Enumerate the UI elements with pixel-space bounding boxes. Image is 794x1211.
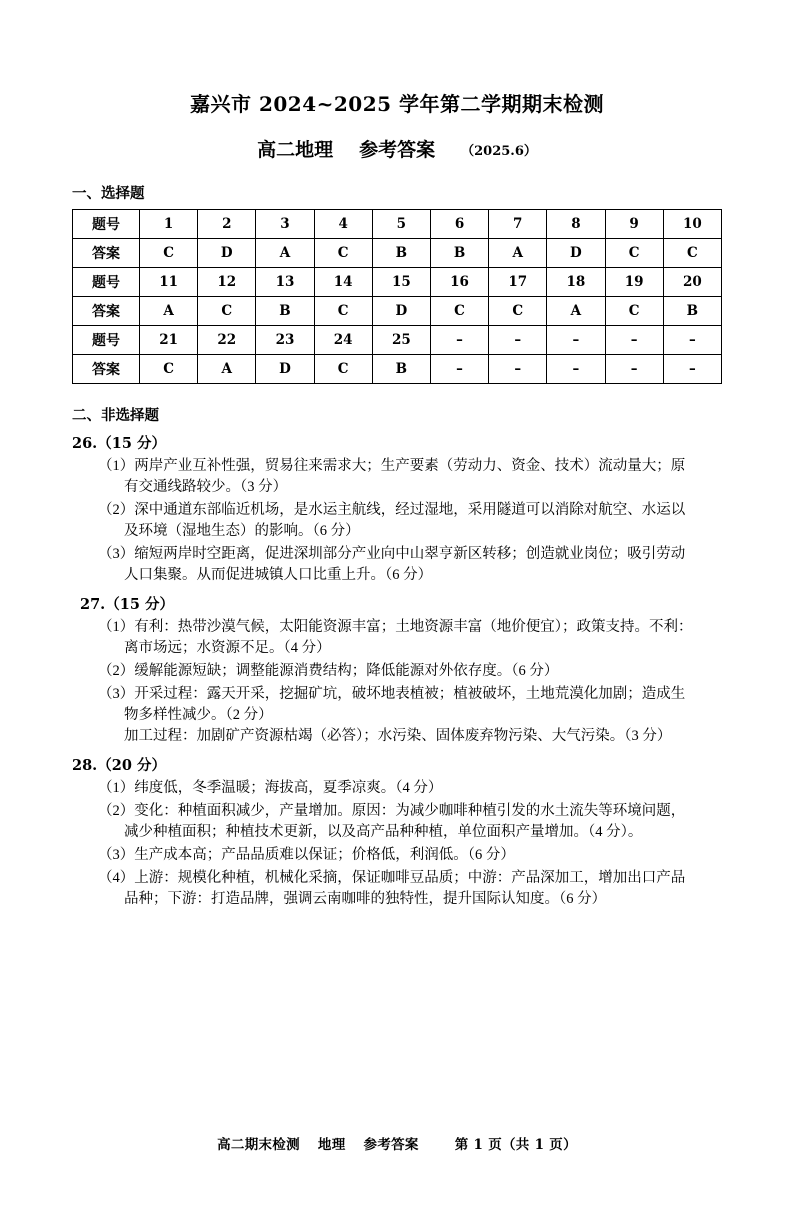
answer-item-label: （2） (98, 803, 135, 820)
answer-cell: C (314, 297, 372, 326)
section-heading-choice: 一、选择题 (72, 185, 145, 202)
answer-item-label: （4） (98, 870, 135, 887)
answer-item-text: 缓解能源短缺；调整能源消费结构；降低能源对外依存度。（6 分） (134, 663, 559, 680)
answer-item-label: （1） (98, 619, 135, 636)
question-number: 19 (605, 268, 663, 297)
answer-item-text: 两岸产业互补性强，贸易往来需求大；生产要素（劳动力、资金、技术）流动量大；原 (134, 458, 686, 475)
question-number: 18 (547, 268, 605, 297)
answer-item (72, 778, 722, 799)
answer-item-label: （2） (98, 502, 135, 519)
question-number: 12 (198, 268, 256, 297)
answer-cell: C (489, 297, 547, 326)
question-number-label: 28.（20 分） (72, 757, 166, 775)
answer-cell: B (372, 239, 430, 268)
answer-item-text: 品种；下游：打造品牌，强调云南咖啡的独特性，提升国际认知度。（6 分） (124, 891, 607, 908)
answer-cell: C (198, 297, 256, 326)
answer-item (72, 456, 722, 477)
answer-item-text: 有利：热带沙漠气候，太阳能资源丰富；土地资源丰富（地价便宜）；政策支持。不利： (134, 619, 693, 636)
table-row (73, 297, 722, 326)
question-number: 4 (314, 210, 372, 239)
answer-item (72, 617, 722, 638)
answer-item-text: 生产成本高；产品品质难以保证；价格低，利润低。（6 分） (134, 847, 515, 864)
question-number-label: 27.（15 分） (80, 596, 174, 614)
answer-item-text: 物多样性减少。（2 分） (124, 707, 273, 724)
answer-cell: C (314, 355, 372, 384)
answer-cell: D (547, 239, 605, 268)
question-number: 1 (140, 210, 198, 239)
answer-cell: – (547, 355, 605, 384)
answer-item-label: （3） (98, 546, 135, 563)
answer-cell: – (489, 355, 547, 384)
answer-item-text: 有交通线路较少。（3 分） (124, 479, 288, 496)
answer-item (72, 684, 722, 705)
page-subtitle (72, 135, 722, 162)
answer-cell: – (605, 355, 663, 384)
answer-cell: A (198, 355, 256, 384)
question-number: – (547, 326, 605, 355)
row-header-question: 题号 (73, 326, 140, 355)
answer-item (72, 801, 722, 822)
answer-item-text: 人口集聚。从而促进城镇人口比重上升。（6 分） (124, 567, 433, 584)
question-number: 8 (547, 210, 605, 239)
answer-cell: C (663, 239, 721, 268)
question-number: 20 (663, 268, 721, 297)
question-number: 10 (663, 210, 721, 239)
answer-cell: A (489, 239, 547, 268)
answer-cell: – (663, 355, 721, 384)
answer-cell: D (372, 297, 430, 326)
question-number: 3 (256, 210, 314, 239)
answer-item (72, 544, 722, 565)
document-page (0, 88, 794, 1211)
answer-item-label: （3） (98, 847, 135, 864)
question-number: – (663, 326, 721, 355)
answer-cell: D (198, 239, 256, 268)
answer-item-label: （2） (98, 663, 135, 680)
answer-item-text: 及环境（湿地生态）的影响。（6 分） (124, 523, 360, 540)
question-number: 5 (372, 210, 430, 239)
question-number: – (605, 326, 663, 355)
answer-item-text: 纬度低，冬季温暖；海拔高，夏季凉爽。（4 分） (134, 780, 443, 797)
row-header-question: 题号 (73, 268, 140, 297)
answer-item-text: 缩短两岸时空距离，促进深圳部分产业向中山翠亨新区转移；创造就业岗位；吸引劳动 (134, 546, 686, 563)
answer-item (72, 845, 722, 866)
answer-item-label: （1） (98, 458, 135, 475)
answer-cell: B (430, 239, 488, 268)
answer-cell: B (256, 297, 314, 326)
question-number: 21 (140, 326, 198, 355)
answer-item-label: （1） (98, 780, 135, 797)
row-header-answer: 答案 (73, 239, 140, 268)
question-number-label: 26.（15 分） (72, 435, 166, 452)
page-footer (0, 1133, 794, 1153)
answer-cell: A (256, 239, 314, 268)
question-26 (72, 433, 722, 586)
answer-cell: C (605, 297, 663, 326)
footer-subject: 地理 (317, 1137, 346, 1153)
answer-item-text: 上游：规模化种植，机械化采摘，保证咖啡豆品质；中游：产品深加工，增加出口产品 (134, 870, 686, 887)
answer-cell: C (430, 297, 488, 326)
answer-cell: C (314, 239, 372, 268)
question-number: 7 (489, 210, 547, 239)
answer-item (72, 500, 722, 521)
table-row (73, 239, 722, 268)
question-number: 22 (198, 326, 256, 355)
question-number: 23 (256, 326, 314, 355)
answer-item-text: 变化：种植面积减少，产量增加。原因：为减少咖啡种植引发的水土流失等环境问题， (134, 803, 686, 820)
answer-cell: B (372, 355, 430, 384)
answer-item (72, 868, 722, 889)
footer-page-number: 第 1 页（共 1 页） (454, 1137, 577, 1153)
question-number: 25 (372, 326, 430, 355)
question-number: 16 (430, 268, 488, 297)
footer-doc-type: 参考答案 (363, 1137, 419, 1153)
question-number: 13 (256, 268, 314, 297)
answer-cell: C (605, 239, 663, 268)
answer-item-text: 开采过程：露天开采，挖掘矿坑，破坏地表植被；植被破坏，土地荒漠化加剧；造成生 (134, 686, 686, 703)
row-header-answer: 答案 (73, 297, 140, 326)
answer-cell: – (430, 355, 488, 384)
answer-key-table (72, 209, 722, 384)
answer-item-text: 加工过程：加剧矿产资源枯竭（必答）；水污染、固体废弃物污染、大气污染。（3 分） (124, 728, 672, 745)
table-row (73, 210, 722, 239)
question-27 (72, 594, 722, 747)
answer-item-label: （3） (98, 686, 135, 703)
answer-cell: A (547, 297, 605, 326)
question-28 (72, 755, 722, 910)
subject-label: 高二地理 (257, 139, 334, 161)
question-number: 11 (140, 268, 198, 297)
question-number: – (489, 326, 547, 355)
question-number: 14 (314, 268, 372, 297)
question-number: 17 (489, 268, 547, 297)
answer-item-text: 离市场远；水资源不足。（4 分） (124, 640, 331, 657)
row-header-question: 题号 (73, 210, 140, 239)
answer-cell: C (140, 355, 198, 384)
answer-cell: A (140, 297, 198, 326)
question-number: 9 (605, 210, 663, 239)
question-number: 15 (372, 268, 430, 297)
question-number: 6 (430, 210, 488, 239)
answer-item-text: 深中通道东部临近机场，是水运主航线，经过湿地，采用隧道可以消除对航空、水运以 (134, 502, 686, 519)
answer-cell: D (256, 355, 314, 384)
answer-key-label: 参考答案 (359, 139, 436, 161)
table-row (73, 326, 722, 355)
footer-exam-name: 高二期末检测 (217, 1137, 300, 1153)
question-number: – (430, 326, 488, 355)
page-title: 嘉兴市 2024~2025 学年第二学期期末检测 (189, 92, 604, 116)
answer-cell: C (140, 239, 198, 268)
question-number: 24 (314, 326, 372, 355)
answer-item-text: 减少种植面积；种植技术更新，以及高产品种种植，单位面积产量增加。（4 分）。 (124, 824, 643, 841)
question-number: 2 (198, 210, 256, 239)
table-row (73, 268, 722, 297)
section-heading-free-response: 二、非选择题 (72, 407, 159, 424)
answer-item (72, 661, 722, 682)
exam-date: （2025.6） (461, 144, 537, 159)
table-row (73, 355, 722, 384)
row-header-answer: 答案 (73, 355, 140, 384)
answer-cell: B (663, 297, 721, 326)
